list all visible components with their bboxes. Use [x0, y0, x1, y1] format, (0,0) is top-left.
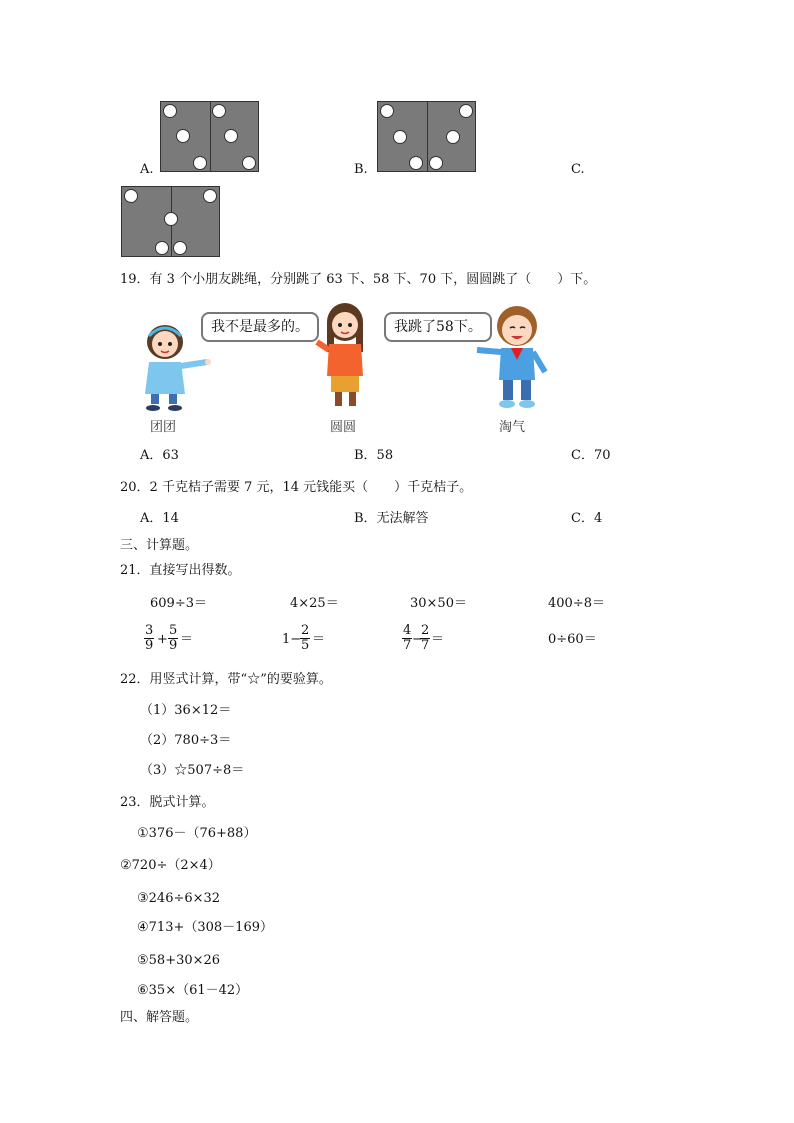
- section-4-heading: 四、解答题。: [120, 1010, 199, 1025]
- fraction-op-plus: +: [157, 632, 168, 647]
- fraction-2-5: $\frac{2}{5}$: [301, 623, 310, 653]
- q20-option-a[interactable]: A．14: [140, 511, 179, 526]
- q19-option-b[interactable]: B．58: [354, 448, 394, 463]
- fraction-eq-2: ＝: [312, 632, 326, 647]
- name-taoqi: 淘气: [499, 420, 526, 435]
- speech-bubble-tuantuan: 我不是最多的。: [201, 312, 319, 342]
- fraction-3-9: $\frac{3}{9}$: [145, 623, 154, 653]
- q20-text: 20．2 千克桔子需要 7 元，14 元钱能买（ ）千克桔子。: [120, 480, 473, 495]
- fraction-4-7: $\frac{4}{7}$: [403, 623, 412, 653]
- dice-option-c: [121, 186, 220, 257]
- q19-option-a[interactable]: A．63: [140, 448, 179, 463]
- q21-item-8: 0÷60＝: [548, 632, 597, 647]
- q22-item-2: （2）780÷3＝: [140, 733, 232, 748]
- fraction-5-9: $\frac{5}{9}$: [169, 623, 178, 653]
- fraction-op-minus: −: [412, 632, 423, 647]
- q22-item-3: （3）☆507÷8＝: [140, 763, 245, 778]
- dice-option-a: [160, 101, 259, 172]
- q22-item-1: （1）36×12＝: [140, 703, 232, 718]
- option-a-label[interactable]: A.: [140, 162, 154, 177]
- fraction-eq-1: ＝: [180, 632, 194, 647]
- q21-item-1: 609÷3＝: [150, 596, 207, 611]
- q20-option-c[interactable]: C．4: [571, 511, 603, 526]
- q21-item-4: 400÷8＝: [548, 596, 605, 611]
- section-3-heading: 三、计算题。: [120, 538, 199, 553]
- q21-item-3: 30×50＝: [410, 596, 467, 611]
- q21-item-2: 4×25＝: [290, 596, 339, 611]
- girl-yuanyuan-illustration: [313, 300, 373, 412]
- q23-text: 23．脱式计算。: [120, 795, 215, 810]
- fraction-lead-1: 1−: [282, 632, 302, 647]
- q23-item-6: ⑥35×（61－42）: [137, 983, 249, 998]
- q23-item-5: ⑤58+30×26: [137, 953, 221, 968]
- q20-option-b[interactable]: B．无法解答: [354, 511, 429, 526]
- boy-taoqi-illustration: [473, 300, 551, 412]
- q23-item-1: ①376－（76+88）: [137, 826, 257, 841]
- q23-item-4: ④713+（308－169）: [137, 920, 273, 935]
- q23-item-3: ③246÷6×32: [137, 891, 221, 906]
- q22-text: 22．用竖式计算，带“☆”的要验算。: [120, 672, 332, 687]
- option-b-label[interactable]: B.: [354, 162, 368, 177]
- q23-item-2: ②720÷（2×4）: [120, 858, 221, 873]
- dice-option-b: [377, 101, 476, 172]
- fraction-eq-3: ＝: [431, 632, 445, 647]
- speech-bubble-taoqi: 我跳了58下。: [384, 312, 492, 342]
- name-yuanyuan: 圆圆: [330, 420, 357, 435]
- name-tuantuan: 团团: [150, 420, 177, 435]
- fraction-2-7: $\frac{2}{7}$: [421, 623, 430, 653]
- option-c-label[interactable]: C.: [571, 162, 585, 177]
- q21-text: 21．直接写出得数。: [120, 563, 241, 578]
- q19-option-c[interactable]: C．70: [571, 448, 611, 463]
- q19-text: 19．有 3 个小朋友跳绳，分别跳了 63 下、58 下、70 下，圆圆跳了（ ）下。: [120, 272, 597, 287]
